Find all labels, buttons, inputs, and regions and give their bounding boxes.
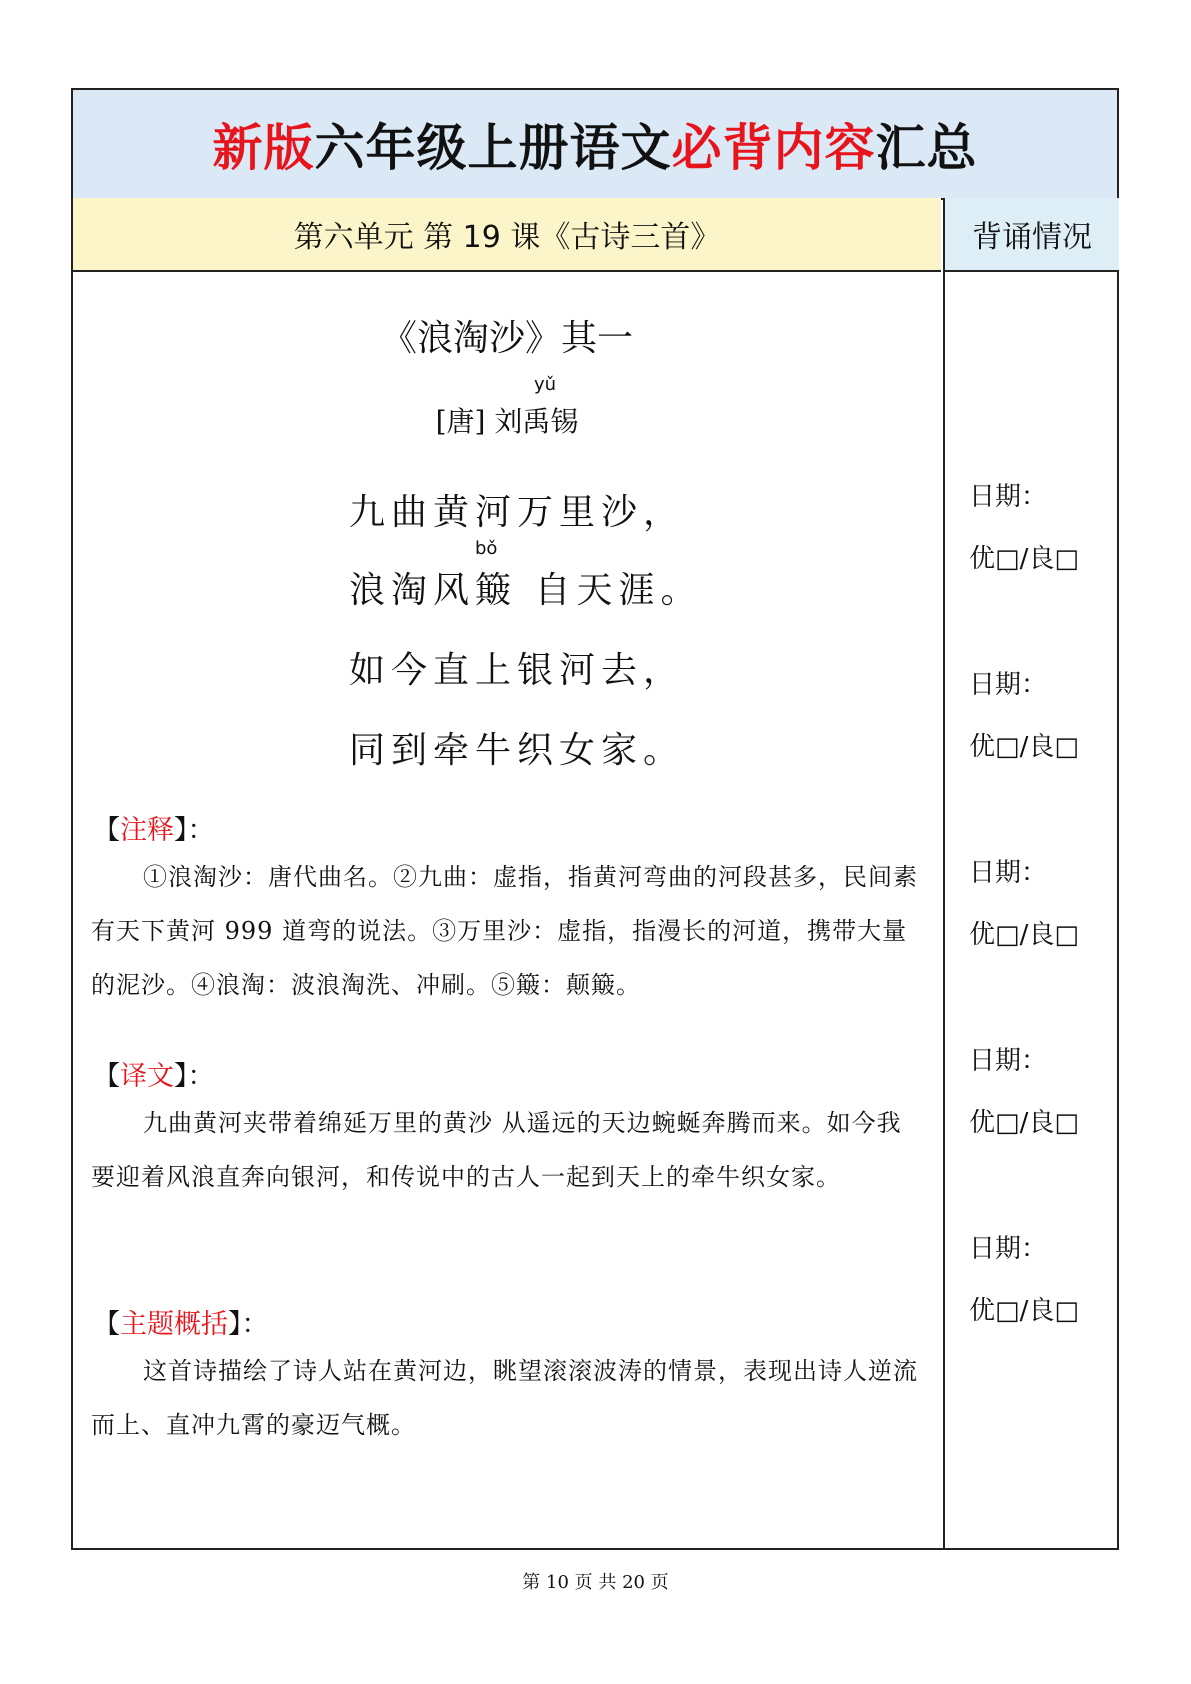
page-number: 第 10 页 共 20 页	[522, 1572, 669, 1593]
poem-author: [唐] 刘禹锡	[435, 405, 579, 438]
recite-grade-4[interactable]: 优□/良□	[969, 1108, 1079, 1138]
recitation-column	[943, 272, 1119, 1548]
title-part-must: 必背内容	[671, 119, 876, 177]
translation-label: 【译文】：	[93, 1061, 215, 1092]
page-title	[213, 108, 978, 180]
worksheet-table	[71, 88, 1119, 1550]
notes-text: ①浪淘沙：唐代曲名。②九曲：虚指，指黄河弯曲的河段甚多，民间素有天下黄河 999 道弯的说法。③万里沙：虚指，指漫长的河道，携带大量的泥沙。④浪淘：波浪淘洗、冲刷。⑤簸：颠簸。	[91, 863, 918, 999]
recite-status-heading: 背诵情况	[943, 198, 1119, 272]
recite-grade-5[interactable]: 优□/良□	[969, 1296, 1079, 1326]
recite-date-2: 日期：	[969, 670, 1048, 700]
title-part-new: 新版	[212, 119, 315, 177]
title-part-grade: 六年级上册语文	[314, 119, 672, 177]
title-part-summary: 汇总	[875, 119, 978, 177]
theme-text: 这首诗描绘了诗人站在黄河边，眺望滚滚波涛的情景，表现出诗人逆流而上、直冲九霄的豪迈气概。	[91, 1357, 918, 1439]
recite-grade-3[interactable]: 优□/良□	[969, 920, 1079, 950]
poem-title: 《浪淘沙》其一	[380, 318, 633, 359]
line2-pinyin: bǒ	[475, 538, 498, 559]
recite-date-1: 日期：	[969, 482, 1048, 512]
lesson-heading: 第六单元 第 19 课《古诗三首》	[73, 198, 941, 272]
title-row	[73, 90, 1117, 200]
recite-grade-1[interactable]: 优□/良□	[969, 544, 1079, 574]
notes-label: 【注释】：	[93, 815, 215, 846]
poem-line-1: 九曲黄河万里沙，	[349, 492, 686, 533]
author-pinyin: yǔ	[534, 374, 557, 395]
recite-date-5: 日期：	[969, 1234, 1048, 1264]
theme-label: 【主题概括】：	[93, 1309, 269, 1340]
recite-grade-2[interactable]: 优□/良□	[969, 732, 1079, 762]
poem-line-2: 浪淘风簸 自天涯。	[349, 570, 703, 611]
translation-text: 九曲黄河夹带着绵延万里的黄沙 从遥远的天边蜿蜒奔腾而来。如今我要迎着风浪直奔向银河，和传说中的古人一起到天上的牵牛织女家。	[91, 1109, 902, 1191]
poem-line-4: 同到牵牛织女家。	[349, 730, 686, 771]
content-cell	[73, 272, 941, 1548]
recite-date-4: 日期：	[969, 1046, 1048, 1076]
recite-date-3: 日期：	[969, 858, 1048, 888]
poem-line-3: 如今直上银河去，	[349, 650, 686, 691]
